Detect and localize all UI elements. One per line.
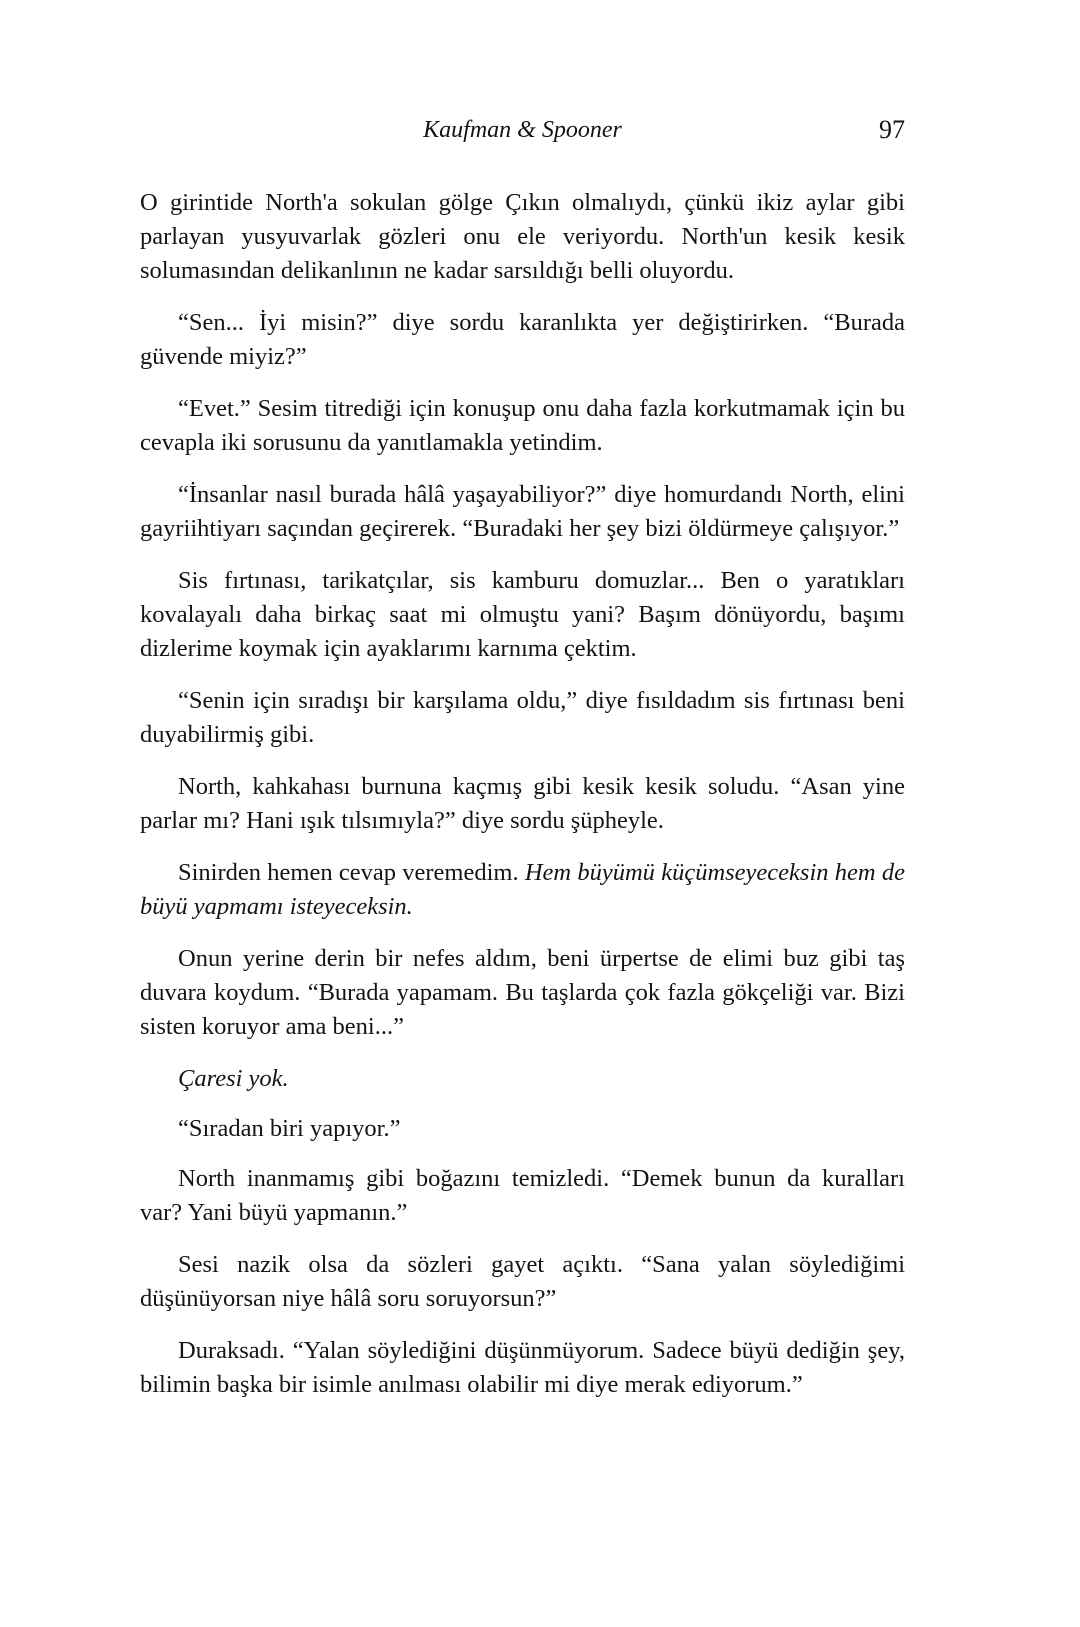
paragraph-text: Sis fırtınası, tarikatçılar, sis kamburu domuzlar... Ben o yaratıkları kovalayalı daha birkaç saat mi olmuştu yani? Başım dönüyordu, başımı dizlerime koymak için ayaklarımı karnıma çektim. [140,567,905,662]
paragraph [140,478,905,546]
paragraph [140,1334,905,1402]
paragraph [140,1248,905,1316]
paragraph-text: Duraksadı. “Yalan söylediğini düşünmüyorum. Sadece büyü dediğin şey, bilimin başka bir isimle anılması olabilir mi diye merak ediyorum.” [140,1337,905,1398]
paragraph [140,1162,905,1230]
paragraph-text: Onun yerine derin bir nefes aldım, beni ürpertse de elimi buz gibi taş duvara koydum. “Burada yapamam. Bu taşlarda çok fazla gökçeliği var. Bizi sisten koruyor ama beni...” [140,945,905,1040]
paragraph [140,392,905,460]
paragraph [140,1112,905,1146]
paragraph-text: Sinirden hemen cevap veremedim. [178,859,519,886]
running-title: Kaufman & Spooner [423,117,622,143]
paragraph-text: “Evet.” Sesim titrediği için konuşup onu daha fazla korkutmamak için bu cevapla iki sorusunu da yanıtlamakla yetindim. [140,395,905,456]
book-page [140,0,905,1627]
paragraph [140,770,905,838]
paragraph-text: North, kahkahası burnuna kaçmış gibi kesik kesik soludu. “Asan yine parlar mı? Hani ışık tılsımıyla?” diye sordu şüpheyle. [140,773,905,834]
running-header [140,112,905,148]
body-text [140,186,905,1420]
paragraph [140,942,905,1044]
paragraph [140,564,905,666]
paragraph-text: North inanmamış gibi boğazını temizledi. “Demek bunun da kuralları var? Yani büyü yapmanın.” [140,1165,905,1226]
paragraph-text: “Senin için sıradışı bir karşılama oldu,” diye fısıldadım sis fırtınası beni duyabilirmiş gibi. [140,687,905,748]
paragraph [140,684,905,752]
paragraph-text: O girintide North'a sokulan gölge Çıkın olmalıydı, çünkü ikiz aylar gibi parlayan yusyuvarlak gözleri onu ele veriyordu. North'un kesik kesik solumasından delikanlının ne kadar sarsıldığı belli oluyordu. [140,189,905,284]
page-number: 97 [879,115,905,144]
paragraph-text: “Sen... İyi misin?” diye sordu karanlıkta yer değiştirirken. “Burada güvende miyiz?” [140,309,905,370]
paragraph [140,1062,905,1096]
paragraph-text: Sesi nazik olsa da sözleri gayet açıktı. “Sana yalan söylediğimi düşünüyorsan niye hâlâ soru soruyorsun?” [140,1251,905,1312]
paragraph-text: “Sıradan biri yapıyor.” [178,1115,401,1142]
paragraph-text: “İnsanlar nasıl burada hâlâ yaşayabiliyor?” diye homurdandı North, elini gayriihtiyarı saçından geçirerek. “Buradaki her şey bizi öldürmeye çalışıyor.” [140,481,905,542]
italic-thought: Hem büyümü küçümseyeceksin hem de büyü yapmamı isteyeceksin. [140,859,905,920]
paragraph [140,306,905,374]
italic-thought: Çaresi yok. [178,1065,289,1092]
paragraph [140,856,905,924]
paragraph [140,186,905,288]
